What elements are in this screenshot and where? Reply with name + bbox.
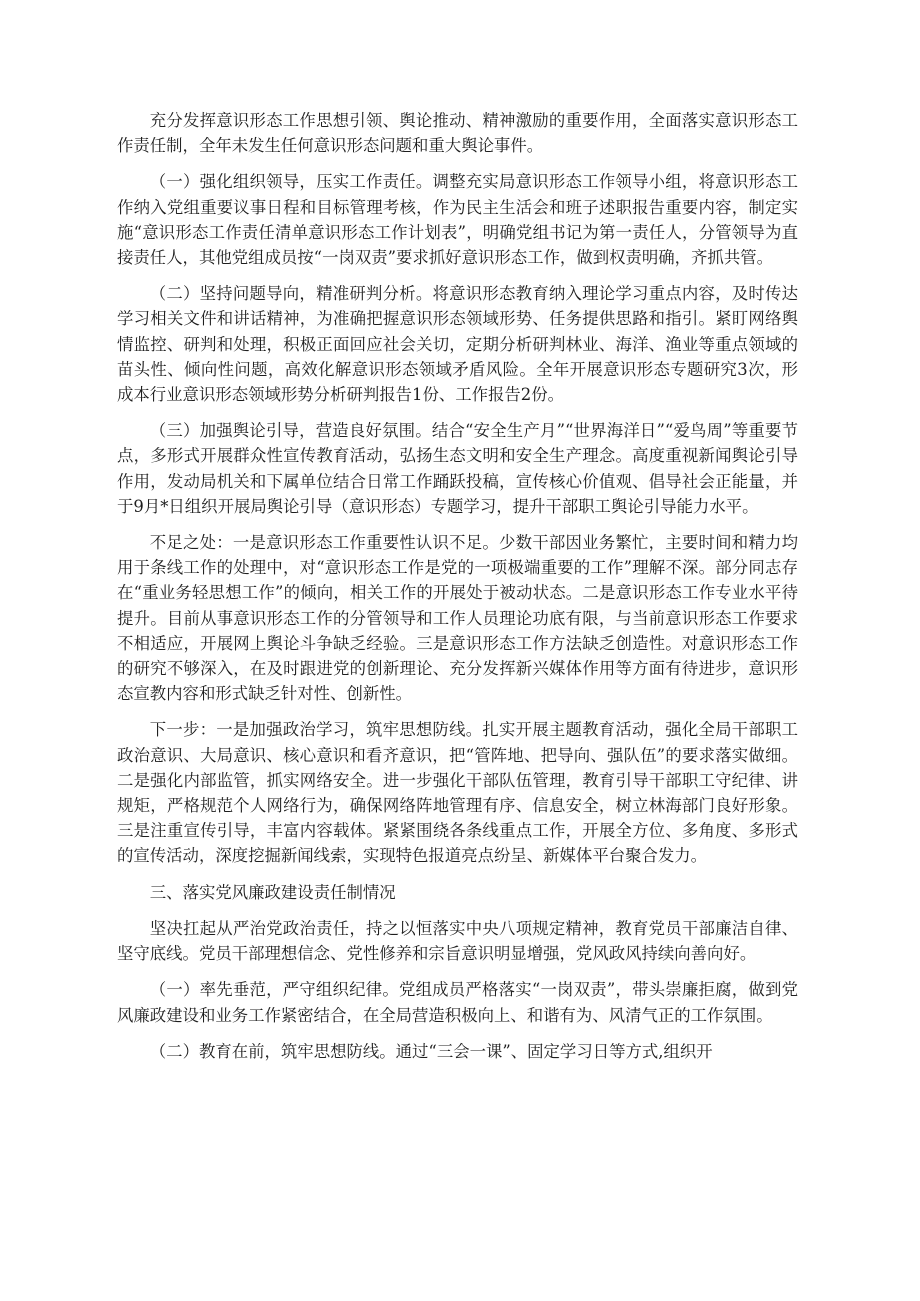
paragraph-public-opinion-guidance: （三）加强舆论引导，营造良好氛围。结合“安全生产月”“世界海洋日”“爱鸟周”等重要节点，多形式开展群众性宣传教育活动，弘扬生态文明和安全生产理念。高度重视新闻舆论引导作用，发动局机关和下属单位结合日常工作踊跃投稿，宣传核心价值观、倡导社会正能量，并于9月*日组织开展局舆论引导（意识形态）专题学习，提升干部职工舆论引导能力水平。 xyxy=(117,421,798,516)
paragraph-education-first: （二）教育在前，筑牢思想防线。通过“三会一课”、固定学习日等方式,组织开 xyxy=(149,1041,713,1061)
document-page xyxy=(117,108,798,1075)
paragraph-integrity-intro: 坚决扛起从严治党政治责任，持之以恒落实中央八项规定精神，教育党员干部廉洁自律、坚守底线。党员干部理想信念、党性修养和宗旨意识明显增强，党风政风持续向善向好。 xyxy=(117,918,798,964)
section-heading-integrity: 三、落实党风廉政建设责任制情况 xyxy=(149,882,396,902)
paragraph-lead-by-example: （一）率先垂范，严守组织纪律。党组成员严格落实“一岗双责”，带头崇廉拒腐，做到党风廉政建设和业务工作紧密结合，在全局营造积极向上、和谐有为、风清气正的工作氛围。 xyxy=(117,980,798,1025)
paragraph-ideology-intro: 充分发挥意识形态工作思想引领、舆论推动、精神激励的重要作用，全面落实意识形态工作责任制，全年未发生任何意识形态问题和重大舆论事件。 xyxy=(117,111,798,156)
paragraph-shortcomings: 不足之处：一是意识形态工作重要性认识不足。少数干部因业务繁忙，主要时间和精力均用于条线工作的处理中，对“意识形态工作是党的一项极端重要的工作”理解不深。部分同志存在“重业务轻思想工作”的倾向，相关工作的开展处于被动状态。二是意识形态工作专业水平待提升。目前从事意识形态工作的分管领导和工作人员理论功底有限，与当前意识形态工作要求不相适应，开展网上舆论斗争缺乏经验。三是意识形态工作方法缺乏创造性。对意识形态工作的研究不够深入，在及时跟进党的创新理论、充分发挥新兴媒体作用等方面有待进步，意识形态宣教内容和形式缺乏针对性、创新性。 xyxy=(117,533,798,704)
paragraph-next-steps: 下一步：一是加强政治学习，筑牢思想防线。扎实开展主题教育活动，强化全局干部职工政治意识、大局意识、核心意识和看齐意识，把“管阵地、把导向、强队伍”的要求落实做细。二是强化内部监管，抓实网络安全。进一步强化干部队伍管理，教育引导干部职工守纪律、讲规矩，严格规范个人网络行为，确保网络阵地管理有序、信息安全，树立林海部门良好形象。三是注重宣传引导，丰富内容载体。紧紧围绕各条线重点工作，开展全方位、多角度、多形式的宣传活动，深度挖掘新闻线索，实现特色报道亮点纷呈、新媒体平台聚合发力。 xyxy=(117,720,798,866)
paragraph-organization-leadership: （一）强化组织领导，压实工作责任。调整充实局意识形态工作领导小组，将意识形态工作纳入党组重要议事日程和目标管理考核，作为民主生活会和班子述职报告重要内容，制定实施“意识形态工作责任清单意识形态工作计划表”，明确党组书记为第一责任人，分管领导为直接责任人，其他党组成员按“一岗双责”要求抓好意识形态工作，做到权责明确，齐抓共管。 xyxy=(117,172,798,268)
paragraph-problem-orientation: （二）坚持问题导向，精准研判分析。将意识形态教育纳入理论学习重点内容，及时传达学习相关文件和讲话精神，为准确把握意识形态领域形势、任务提供思路和指引。紧盯网络舆情监控、研判和处理，积极正面回应社会关切，定期分析研判林业、海洋、渔业等重点领域的苗头性、倾向性问题，高效化解意识形态领域矛盾风险。全年开展意识形态专题研究3次，形成本行业意识形态领域形势分析研判报告1份、工作报告2份。 xyxy=(117,284,798,405)
